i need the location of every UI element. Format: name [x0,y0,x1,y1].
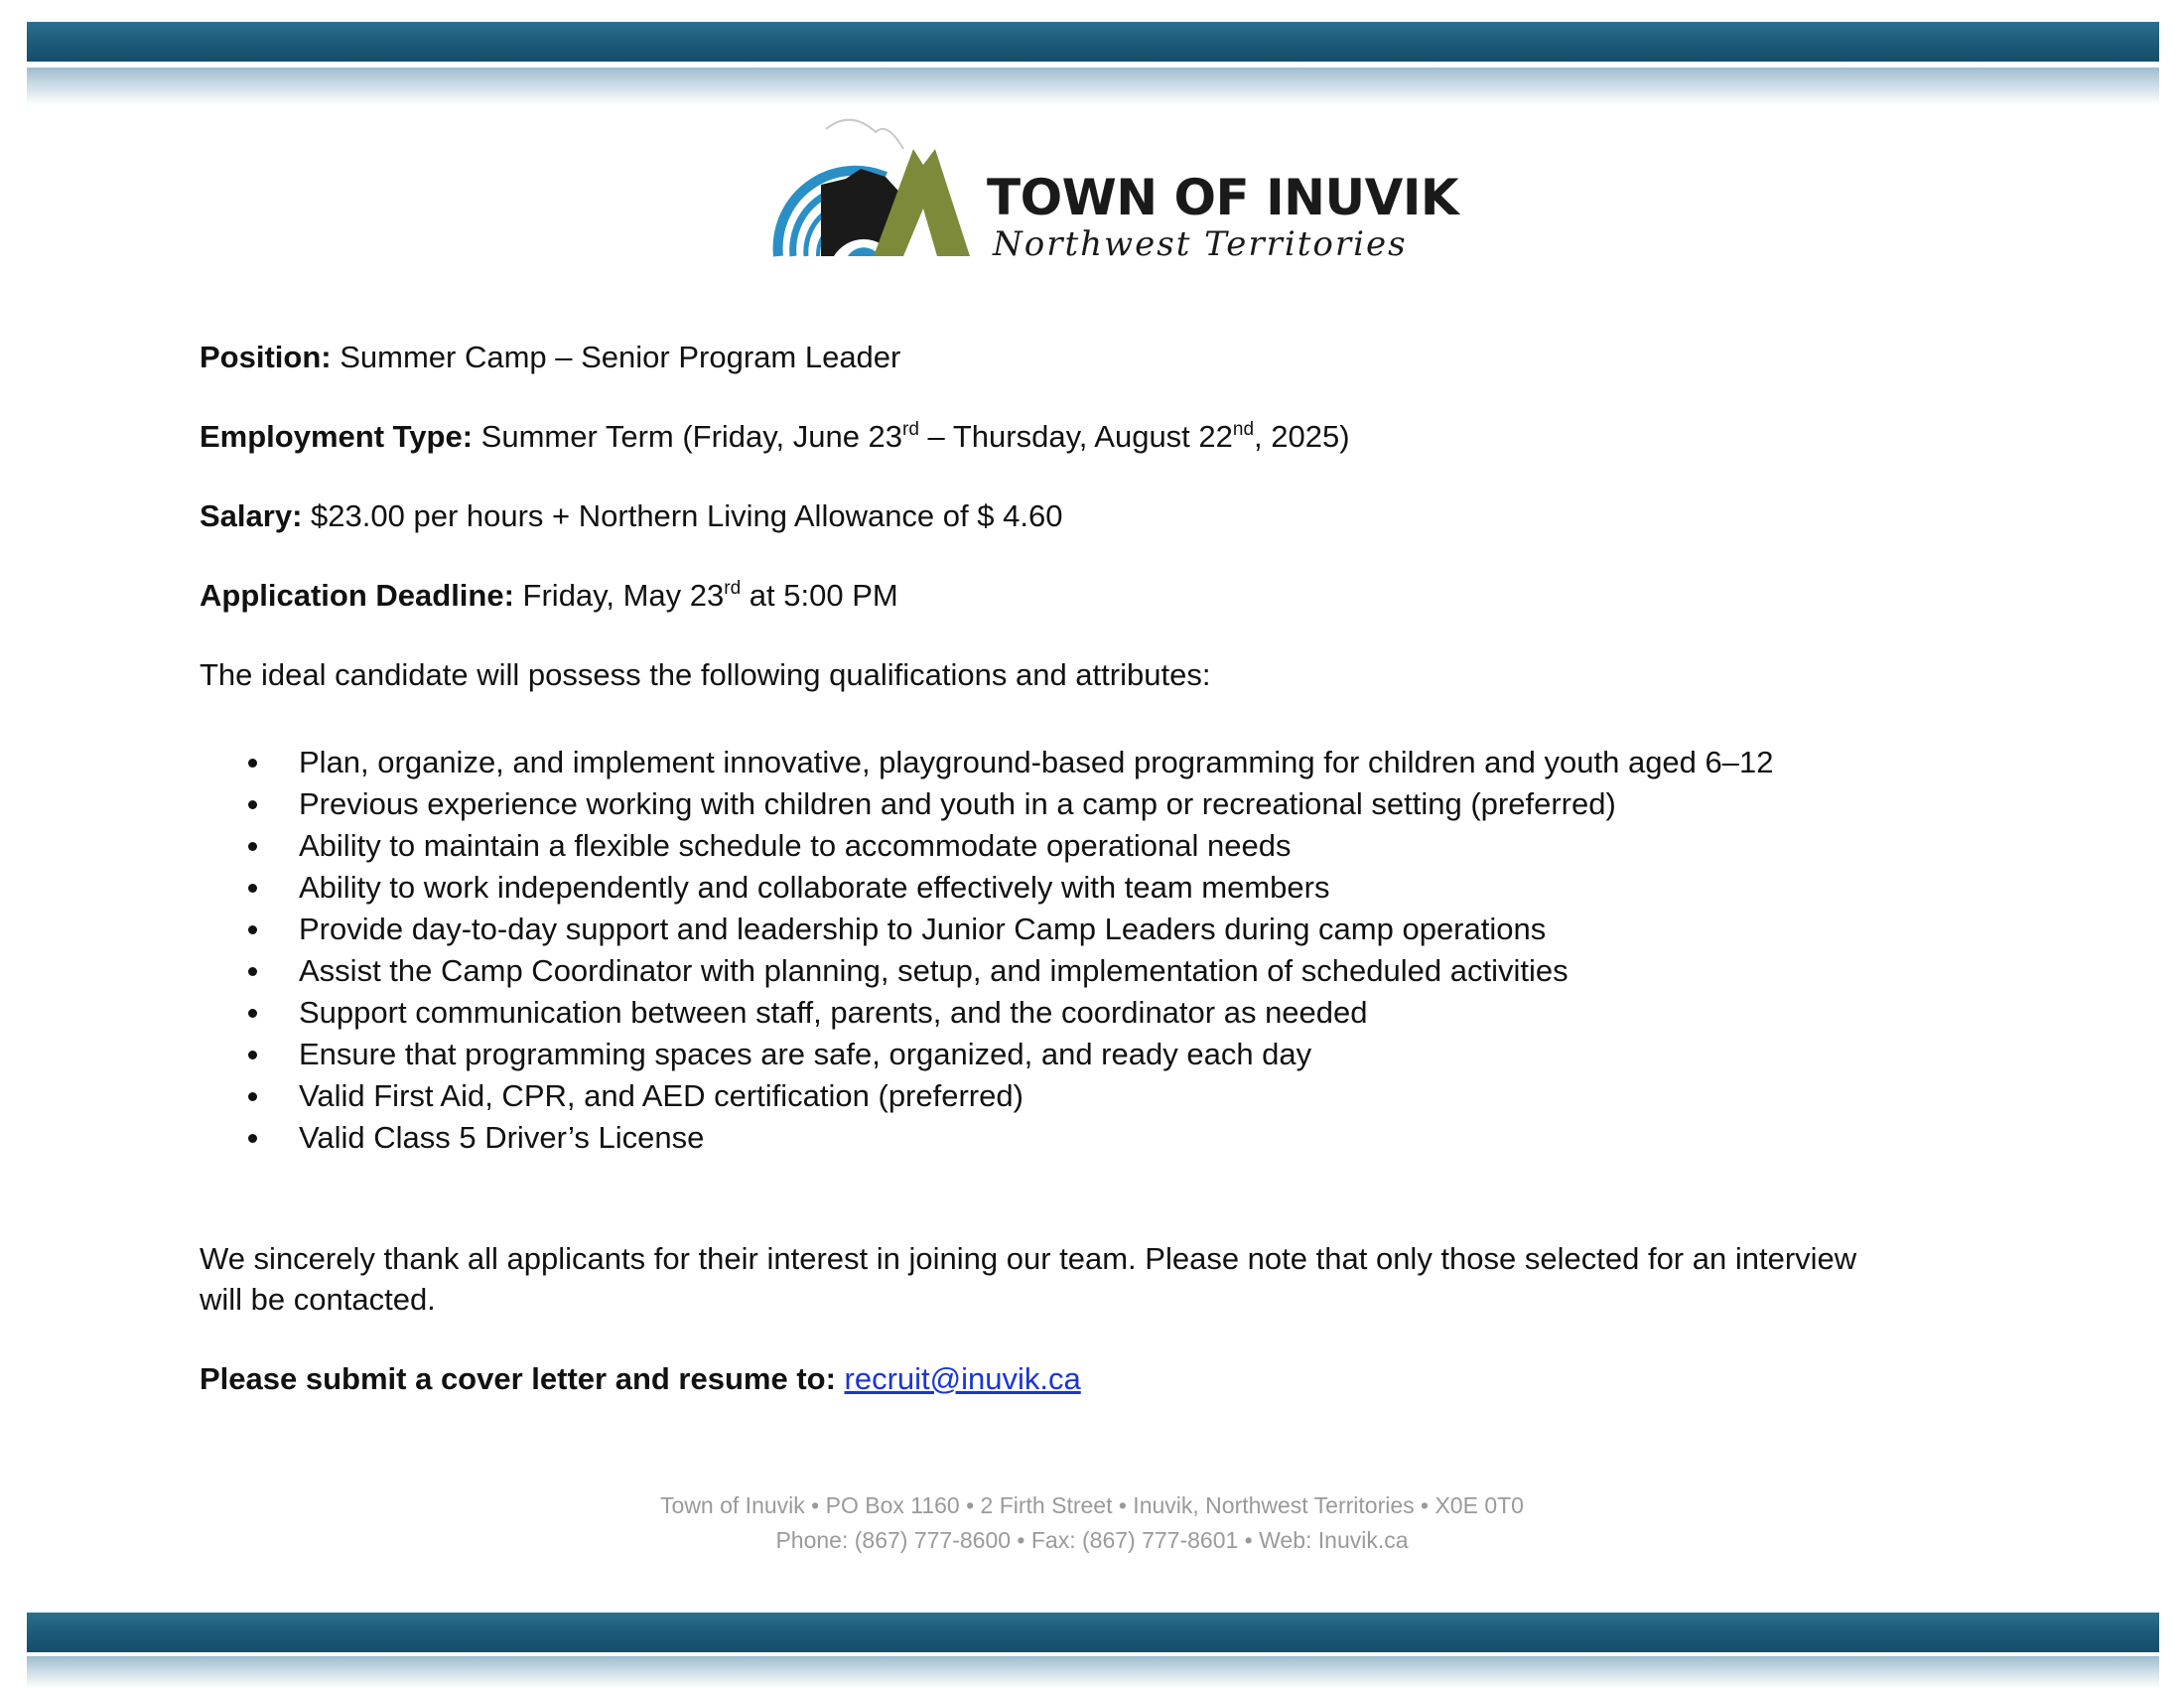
bullet-icon [248,1092,257,1101]
town-logo [766,107,1459,286]
deadline-line [200,576,898,616]
salary-line [200,496,1062,536]
email-link[interactable]: recruit@inuvik.ca [844,1361,1081,1396]
employment-type-line [200,417,1350,457]
bullet-icon [248,842,257,851]
logo-subtitle: Northwest Territories [993,224,1408,264]
logo-title: TOWN OF INUVIK [987,169,1459,226]
list-item: Valid First Aid, CPR, and AED certification (preferred) [200,1075,1986,1117]
thank-you-paragraph: We sincerely thank all applicants for their interest in joining our team. Please note that only those selected for an interview will be contacted. [200,1241,1857,1317]
list-item: Plan, organize, and implement innovative, playground-based programming for children and youth aged 6–12 [200,742,1986,783]
position-value: Summer Camp – Senior Program Leader [340,340,901,374]
header-band-light [27,68,2159,105]
qualifications-list [200,742,1986,1159]
salary-value: $23.00 per hours + Northern Living Allowance of $ 4.60 [311,498,1063,533]
position-line [200,338,900,377]
list-item: Ensure that programming spaces are safe, organized, and ready each day [200,1034,1986,1075]
bullet-icon [248,967,257,976]
list-item: Assist the Camp Coordinator with planning, setup, and implementation of scheduled activities [200,950,1986,992]
bullet-icon [248,884,257,893]
bullet-icon [248,1009,257,1018]
deadline-label: Application Deadline: [200,578,514,613]
footer-contact: Phone: (867) 777-8600 • Fax: (867) 777-8601 • Web: Inuvik.ca [775,1527,1409,1553]
employment-type-value: Summer Term (Friday, June 23rd – Thursday, August 22nd, 2025) [480,419,1350,454]
list-item: Previous experience working with children and youth in a camp or recreational setting (preferred) [200,783,1986,825]
footer-band-dark [27,1613,2159,1652]
bullet-icon [248,925,257,934]
bullet-icon [248,1051,257,1059]
submit-label: Please submit a cover letter and resume to: [200,1361,836,1396]
bullet-icon [248,800,257,809]
list-item: Ability to maintain a flexible schedule to accommodate operational needs [200,825,1986,867]
town-of-inuvik-logo-icon [766,107,980,266]
employment-type-label: Employment Type: [200,419,474,454]
list-item: Provide day-to-day support and leadership to Junior Camp Leaders during camp operations [200,909,1986,950]
list-item: Support communication between staff, parents, and the coordinator as needed [200,992,1986,1034]
footer-address: Town of Inuvik • PO Box 1160 • 2 Firth Street • Inuvik, Northwest Territories • X0E 0T0 [660,1492,1524,1518]
submit-instructions [200,1359,1081,1399]
list-item: Ability to work independently and collaborate effectively with team members [200,867,1986,909]
list-item: Valid Class 5 Driver’s License [200,1117,1986,1159]
bullet-icon [248,759,257,768]
bullet-icon [248,1134,257,1143]
deadline-value: Friday, May 23rd at 5:00 PM [522,578,898,613]
qualifications-intro: The ideal candidate will possess the following qualifications and attributes: [200,657,1211,692]
position-label: Position: [200,340,332,374]
header-band-dark [27,22,2159,62]
salary-label: Salary: [200,498,303,533]
footer-band-light [27,1656,2159,1688]
